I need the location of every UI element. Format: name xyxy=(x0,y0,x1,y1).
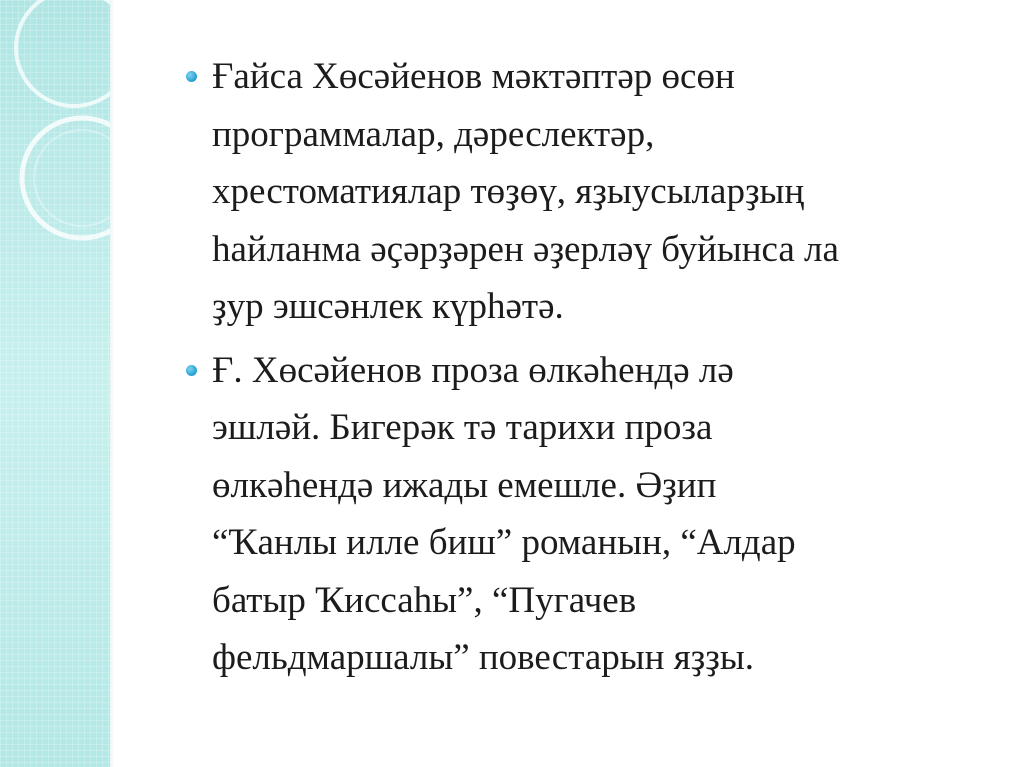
bullet-item-1 xyxy=(186,48,996,336)
bullet-line: ҙур эшсәнлек күрһәтә. xyxy=(212,286,564,327)
bullet-line: һайланма әҫәрҙәрен әҙерләү буйынса ла xyxy=(212,228,839,270)
bullet-line: “Ҡанлы илле биш” романын, “Алдар xyxy=(212,522,796,563)
decorative-circles xyxy=(0,0,110,767)
bullet-line: программалар, дәреслектәр, xyxy=(212,113,655,155)
bullet-item-2 xyxy=(186,342,996,687)
bullet-line: батыр Ҡиссаһы”, “Пугачев xyxy=(212,579,637,621)
bullet-line: фельдмаршалы” повестарын яҙҙы. xyxy=(212,637,755,678)
panel-divider xyxy=(110,0,114,767)
slide-content xyxy=(186,48,996,693)
decorative-side-panel xyxy=(0,0,110,767)
bullet-line: Ғайса Хөсәйенов мәктәптәр өсөн xyxy=(212,56,735,97)
bullet-dot-icon xyxy=(186,71,197,82)
bullet-line: эшләй. Бигерәк тә тарихи проза xyxy=(212,407,713,448)
bullet-dot-icon xyxy=(186,365,197,376)
bullet-line: өлкәһендә ижады емешле. Әҙип xyxy=(212,464,717,506)
bullet-line: хрестоматиялар төҙөү, яҙыусыларҙың xyxy=(212,171,805,212)
bullet-line: Ғ. Хөсәйенов проза өлкәһендә лә xyxy=(212,349,734,391)
